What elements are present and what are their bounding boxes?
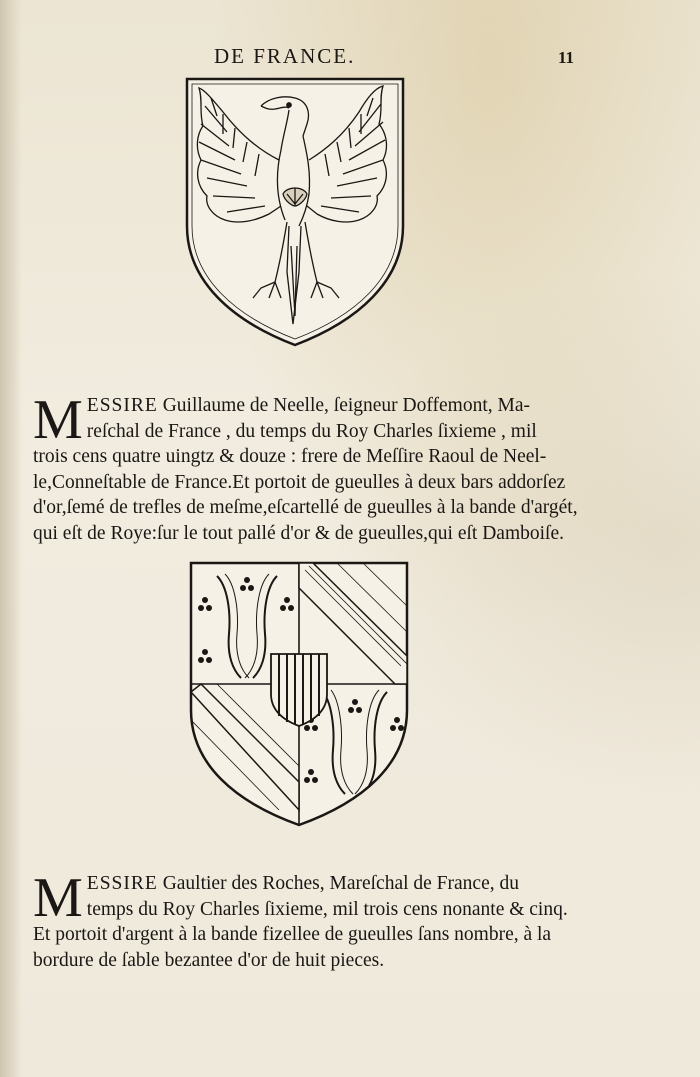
entry-lead-word: ESSIRE	[86, 395, 158, 416]
entry-line: d'or,ſemé de trefles de meſme,eſcartellé de gueulles à la bande d'argét,	[33, 497, 578, 518]
entry-line: bordure de ſable bezantee d'or de huit pieces.	[33, 949, 385, 971]
entry-line: Gaultier des Roches, Mareſchal de France, du	[157, 873, 519, 894]
drop-cap: M	[33, 867, 83, 929]
page-number: 11	[558, 48, 575, 67]
drop-cap: M	[33, 389, 83, 451]
running-title: DE FRANCE.	[214, 44, 356, 68]
entry-line: trois cens quatre uingtz & douze : frere de Meſſire Raoul de Neel-	[33, 446, 547, 467]
eagle-coat-of-arms-icon	[183, 76, 407, 348]
entry-line: Et portoit d'argent à la bande fizellee de gueulles ſans nombre, à la	[33, 924, 552, 945]
entry-line: le,Conneſtable de France.Et portoit de gueulles à deux bars addorſez	[33, 471, 566, 493]
entry-lead-word: ESSIRE	[86, 873, 158, 894]
entry-line: temps du Roy Charles ſixieme, mil trois cens nonante & cinq.	[86, 898, 568, 920]
entry-line: reſchal de France , du temps du Roy Charles ſixieme , mil	[86, 420, 537, 442]
entry-line: Guillaume de Neelle, ſeigneur Doffemont, Ma-	[157, 395, 530, 416]
quartered-coat-of-arms-icon	[187, 560, 411, 828]
entry-neelle	[33, 389, 578, 546]
entry-line: qui eſt de Roye:ſur le tout pallé d'or & de gueulles,qui eſt Damboiſe.	[33, 522, 564, 544]
page-gutter	[0, 0, 22, 1077]
entry-roches	[33, 867, 576, 973]
